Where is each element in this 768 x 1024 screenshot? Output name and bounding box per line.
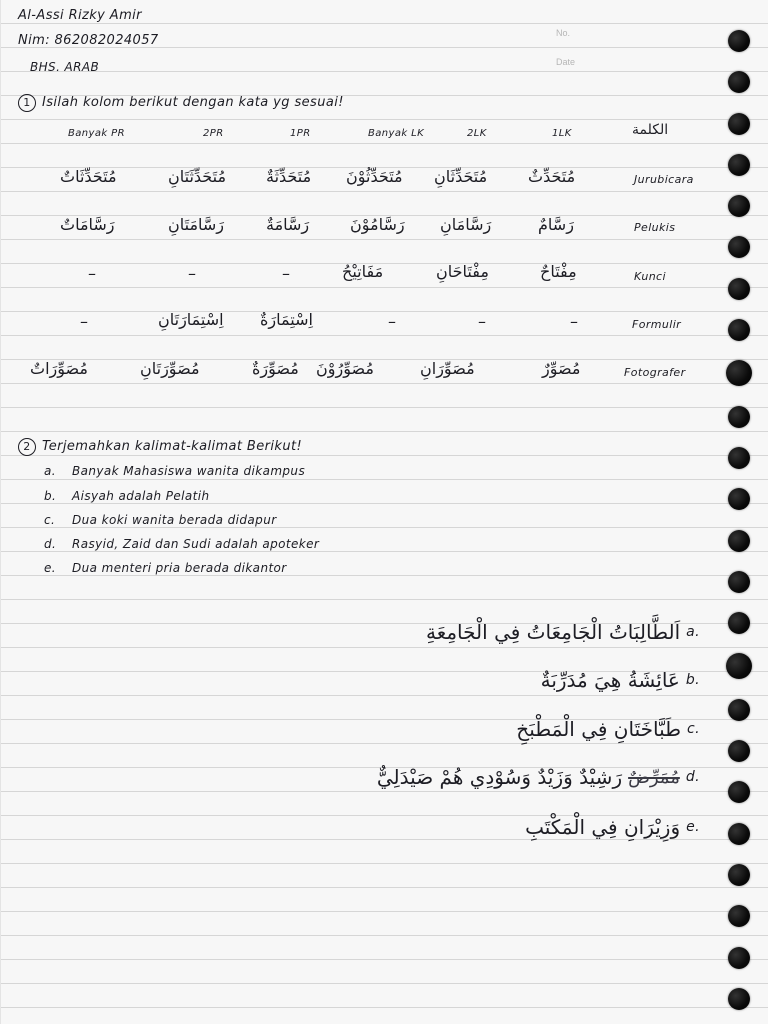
- table-cell: –: [388, 312, 397, 331]
- table-cell: رَسَّامُوْنَ: [350, 215, 405, 234]
- table-cell: مُتَحَدِّثَتَانِ: [168, 167, 227, 186]
- row-word-pelukis: Pelukis: [634, 221, 676, 234]
- student-nim: Nim: 862082024057: [18, 33, 159, 48]
- table-cell: –: [282, 264, 291, 283]
- table-cell: مُصَوِّرَةٌ: [252, 359, 299, 378]
- table-cell: رَسَّامَانِ: [440, 215, 492, 234]
- table-cell: مُتَحَدِّثَانِ: [434, 167, 488, 186]
- question-1-heading: [18, 94, 344, 112]
- binding-hole: [728, 236, 750, 258]
- binding-hole: [726, 360, 752, 386]
- item-text: Rasyid, Zaid dan Sudi adalah apoteker: [72, 537, 320, 551]
- binding-hole: [728, 905, 750, 927]
- table-cell: مُتَحَدِّثَةٌ: [266, 167, 312, 186]
- answer-d: [377, 765, 700, 789]
- answer-text: اَلطَّالِبَاتُ الْجَامِعَاتُ فِي الْجَامِعَةِ: [425, 620, 681, 644]
- answer-text: عَائِشَةُ هِيَ مُدَرِّبَةٌ: [540, 668, 680, 692]
- answer-letter: a.: [686, 624, 700, 640]
- binding-hole: [726, 653, 752, 679]
- item-text: Aisyah adalah Pelatih: [72, 489, 210, 503]
- item-text: Dua koki wanita berada didapur: [72, 513, 277, 527]
- student-name: Al-Assi Rizky Amir: [18, 8, 142, 23]
- table-cell: –: [80, 312, 89, 331]
- table-cell: مُصَوِّرٌ: [542, 359, 581, 378]
- row-word-kunci: Kunci: [634, 270, 666, 283]
- binding-hole: [728, 740, 750, 762]
- row-word-formulir: Formulir: [632, 318, 682, 331]
- answer-text: وَزِيْرَانِ فِي الْمَكْتَبِ: [525, 815, 681, 839]
- table-cell: رَسَّامَتَانِ: [168, 215, 225, 234]
- item-letter: a.: [44, 464, 56, 478]
- col-header-banyak-pr: Banyak PR: [68, 128, 125, 139]
- answer-b: [541, 668, 700, 692]
- page-margin-line: [0, 0, 1, 1024]
- table-cell: –: [478, 312, 487, 331]
- binding-hole: [728, 154, 750, 176]
- table-cell: مُتَحَدِّثُوْنَ: [346, 167, 403, 186]
- table-cell: مُصَوِّرَاتٌ: [30, 359, 88, 378]
- binding-hole: [728, 864, 750, 886]
- col-header-banyak-lk: Banyak LK: [368, 128, 425, 139]
- question-2-instruction: Terjemahkan kalimat-kalimat Berikut!: [42, 439, 303, 454]
- col-header-kalimah: الكلمة: [632, 122, 669, 138]
- item-letter: c.: [44, 513, 56, 527]
- binding-hole: [728, 488, 750, 510]
- table-cell: رَسَّامَةٌ: [266, 215, 310, 234]
- answer-letter: b.: [685, 672, 700, 688]
- binding-hole: [728, 823, 750, 845]
- table-cell: مُتَحَدِّثَاتٌ: [60, 167, 117, 186]
- list-item: [44, 464, 305, 478]
- table-cell: –: [570, 312, 579, 331]
- item-letter: d.: [44, 537, 57, 551]
- col-header-1pr: 1PR: [290, 128, 311, 139]
- item-letter: b.: [44, 489, 57, 503]
- list-item: [44, 489, 209, 503]
- col-header-1lk: 1LK: [552, 128, 572, 139]
- row-word-jurubicara: Jurubicara: [634, 173, 694, 186]
- date-label: Date: [556, 57, 576, 67]
- item-text: Banyak Mahasiswa wanita dikampus: [72, 464, 306, 478]
- binding-hole: [728, 71, 750, 93]
- answer-c: [516, 717, 700, 741]
- binding-hole: [728, 278, 750, 300]
- binding-hole: [728, 319, 750, 341]
- question-1-number: 1: [18, 94, 36, 112]
- table-cell: مُصَوِّرَانِ: [420, 359, 475, 378]
- binding-hole: [728, 530, 750, 552]
- answer-e: [525, 815, 700, 839]
- struck-word: مُمَرِّضٌ: [628, 766, 680, 788]
- table-cell: مُتَحَدِّثٌ: [528, 167, 576, 186]
- binding-hole: [728, 699, 750, 721]
- table-cell: اِسْتِمَارَتَانِ: [158, 310, 224, 329]
- table-cell: –: [88, 264, 97, 283]
- binding-hole: [728, 988, 750, 1010]
- answer-text: رَشِيْدٌ وَزَيْدٌ وَسُوْدِي هُمْ صَيْدَلِيٌّ: [376, 765, 623, 789]
- answer-letter: d.: [685, 769, 700, 785]
- binding-hole: [728, 447, 750, 469]
- table-cell: رَسَّامَاتٌ: [60, 215, 115, 234]
- list-item: [44, 513, 277, 527]
- binding-hole: [728, 113, 750, 135]
- item-text: Dua menteri pria berada dikantor: [72, 561, 287, 575]
- table-cell: مُصَوِّرَتَانِ: [140, 359, 200, 378]
- binding-hole: [728, 30, 750, 52]
- binding-hole: [728, 571, 750, 593]
- question-2-heading: [18, 438, 302, 456]
- subject-label: BHS. ARAB: [30, 60, 100, 74]
- table-cell: مِفْتَاحٌ: [540, 262, 577, 281]
- answer-a: [426, 620, 700, 644]
- item-letter: e.: [44, 561, 56, 575]
- spiral-binding: [728, 30, 754, 1010]
- binding-hole: [728, 947, 750, 969]
- row-word-fotografer: Fotografer: [624, 366, 686, 379]
- answer-text: طَبَّاخَتَانِ فِي الْمَطْبَخِ: [516, 717, 682, 741]
- table-cell: اِسْتِمَارَةٌ: [260, 310, 313, 329]
- table-cell: رَسَّامٌ: [538, 215, 574, 234]
- table-cell: مِفْتَاحَانِ: [436, 262, 489, 281]
- list-item: [44, 537, 319, 551]
- list-item: [44, 561, 287, 575]
- col-header-2lk: 2LK: [467, 128, 487, 139]
- binding-hole: [728, 781, 750, 803]
- binding-hole: [728, 612, 750, 634]
- question-1-instruction: Isilah kolom berikut dengan kata yg sesuai!: [42, 95, 344, 110]
- table-cell: مُصَوِّرُوْنَ: [316, 359, 374, 378]
- answer-letter: e.: [686, 819, 700, 835]
- binding-hole: [728, 195, 750, 217]
- table-cell: –: [188, 264, 197, 283]
- answer-letter: c.: [687, 721, 700, 737]
- binding-hole: [728, 406, 750, 428]
- question-2-number: 2: [18, 438, 36, 456]
- table-cell: مَفَاتِيْحُ: [342, 262, 384, 281]
- col-header-2pr: 2PR: [203, 128, 224, 139]
- no-label: No.: [556, 28, 571, 38]
